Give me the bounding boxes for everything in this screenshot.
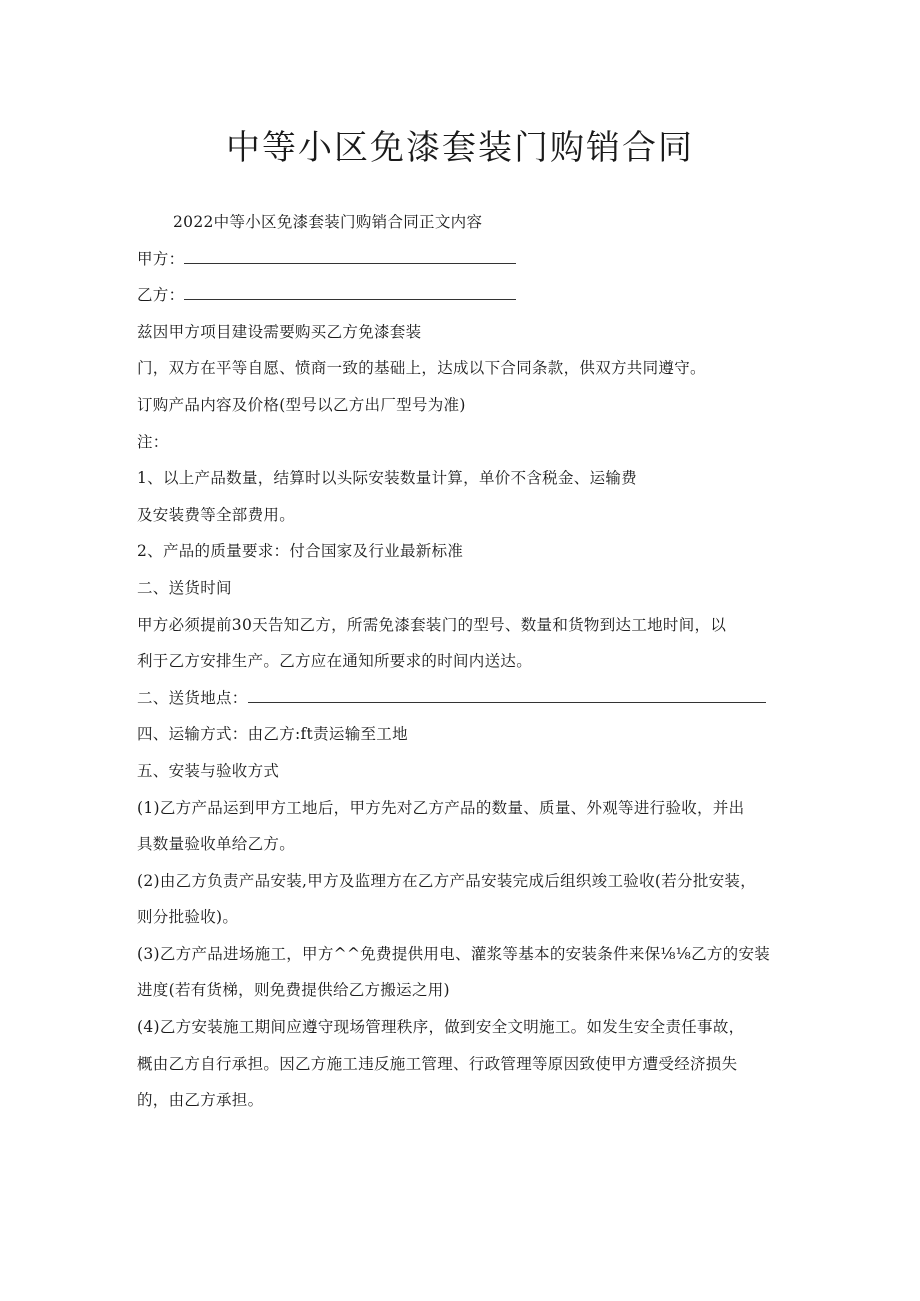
party-a-line [137,241,797,278]
paragraph-line: (2)由乙方负责产品安装,甲方及监理方在乙方产品安装完成后组织竣工验收(若分批安装， [137,871,757,890]
party-b-blank [184,277,516,300]
paragraph-line: 进度(若有货梯，则免费提供给乙方搬运之用) [137,981,450,1000]
party-b-line [137,277,797,314]
paragraph-line: (1)乙方产品运到甲方工地后，甲方先对乙方产品的数量、质量、外观等进行验收，并出 [137,798,745,817]
section-heading: 四、运输方式：由乙方:ft责运输至工地 [137,725,408,744]
paragraph-line: 具数量验收单给乙方。 [137,835,296,854]
paragraph-line: 兹因甲方项目建设需要购买乙方免漆套装 [137,322,422,341]
party-a-blank [184,241,516,264]
document-body [137,204,797,1119]
party-a-label: 甲方： [137,249,185,268]
section-heading: 二、送货时间 [137,578,232,597]
paragraph-line: 2、产品的质量要求：付合国家及行业最新标准 [137,542,464,561]
paragraph-line: (3)乙方产品进场施工，甲方^^免费提供用电、灌浆等基本的安装条件来保⅛⅛乙方的安装 [137,944,771,963]
paragraph-line: (4)乙方安装施工期间应遵守现场管理秩序，做到安全文明施工。如发生安全责任事故， [137,1018,745,1037]
delivery-place-label: 二、送货地点： [137,688,248,707]
document-title: 中等小区免漆套装门购销合同 [226,128,694,168]
document-subtitle: 2022中等小区免漆套装门购销合同正文内容 [173,213,483,231]
paragraph-line: 门，双方在平等自愿、愤商一致的基础上，达成以下合同条款，供双方共同遵守。 [137,359,706,378]
paragraph-line: 则分批验收)。 [137,908,239,927]
paragraph-line: 及安装费等全部费用。 [137,505,296,524]
delivery-place-blank [248,680,766,703]
section-heading: 五、安装与验收方式 [137,761,280,780]
paragraph-line: 利于乙方安排生产。乙方应在通知所要求的时间内送达。 [137,652,533,671]
paragraph-line: 1、以上产品数量，结算时以头际安装数量计算，单价不含税金、运输费 [137,469,637,488]
party-b-label: 乙方： [137,286,185,305]
paragraph-line: 订购产品内容及价格(型号以乙方出厂型号为准) [137,395,466,414]
paragraph-line: 的，由乙方承担。 [137,1091,264,1110]
paragraph-line: 概由乙方自行承担。因乙方施工违反施工管理、行政管理等原因致使甲方遭受经济损失 [137,1054,738,1073]
delivery-place-line [137,680,797,717]
paragraph-line: 注： [137,432,169,451]
paragraph-line: 甲方必须提前30天告知乙方，所需免漆套装门的型号、数量和货物到达工地时间，以 [137,615,727,634]
